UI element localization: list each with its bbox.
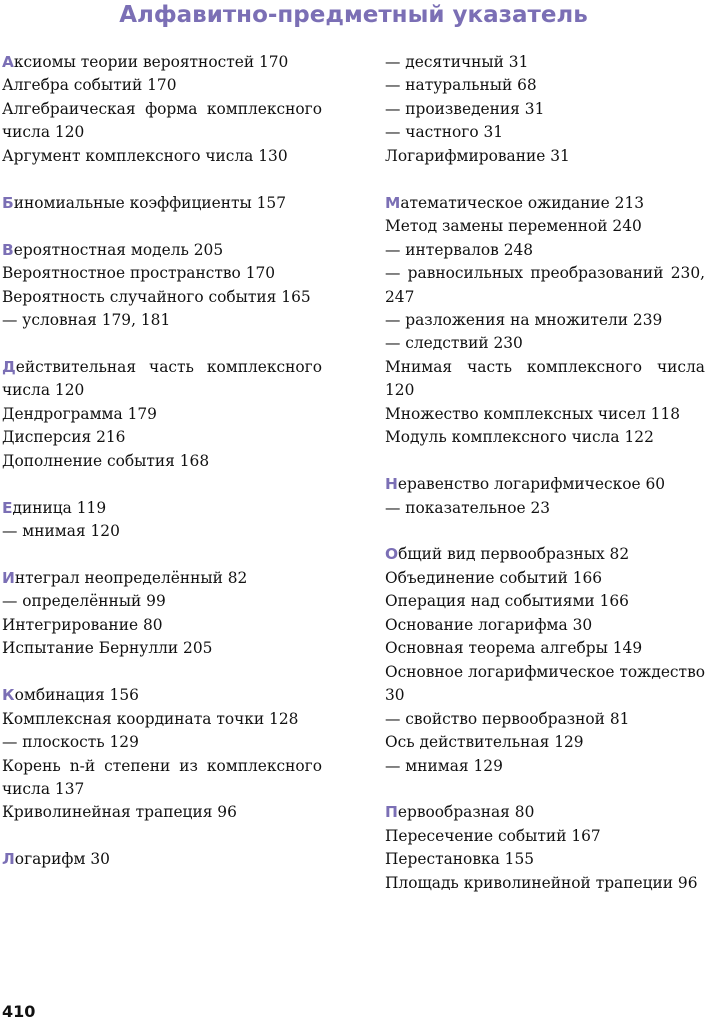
index-group [385, 473, 705, 520]
index-letter: Е [2, 498, 13, 517]
index-entry: Вероятностное пространство 170 [2, 264, 276, 283]
index-group [2, 356, 322, 473]
index-entry: — равносильных преобразований 230, 247 [385, 264, 705, 306]
index-column-right [385, 51, 705, 919]
index-group [2, 239, 322, 333]
index-entry: Комплексная координата точки 128 [2, 709, 299, 728]
index-group [385, 192, 705, 450]
index-entry: Дисперсия 216 [2, 428, 126, 447]
index-entry: Корень n-й степени из комплексного числа 137 [2, 756, 322, 798]
index-entry [2, 684, 322, 707]
index-entry: Логарифмирование 31 [385, 146, 570, 165]
index-entry: Метод замены переменной 240 [385, 217, 642, 236]
index-entry: Мнимая часть комплексного числа 120 [385, 357, 705, 400]
index-entry [2, 239, 322, 262]
page-number: 410 [2, 1002, 36, 1021]
index-entry: Дендрограмма 179 [2, 404, 157, 423]
index-letter: П [385, 803, 398, 822]
index-letter: И [2, 568, 15, 587]
index-entry: Модуль комплексного числа 122 [385, 428, 654, 447]
index-entry-text: ероятностная модель 205 [13, 240, 224, 259]
index-entry-text: огарифм 30 [14, 850, 110, 869]
index-entry: Криволинейная трапеция 96 [2, 803, 237, 822]
index-entry-text: диница 119 [12, 498, 107, 517]
index-entry: — натуральный 68 [385, 76, 537, 95]
index-entry: Площадь криволинейной трапеции 96 [385, 873, 698, 892]
index-entry [2, 567, 322, 590]
index-letter: Б [2, 193, 14, 212]
index-entry: — следствий 230 [385, 334, 523, 353]
index-entry-text: нтеграл неопределённый 82 [14, 568, 248, 587]
index-entry-text: ействительная часть комплексного числа 120 [2, 357, 322, 400]
index-entry: — интервалов 248 [385, 240, 534, 259]
index-entry: Вероятность случайного события 165 [2, 287, 311, 306]
index-entry: — произведения 31 [385, 99, 545, 118]
index-entry [385, 473, 705, 496]
index-entry: Основная теорема алгебры 149 [385, 639, 643, 658]
index-entry-text: еравенство логарифмическое 60 [397, 475, 666, 494]
index-entry: — мнимая 120 [2, 522, 120, 540]
index-letter: Н [385, 475, 398, 494]
index-entry: Аргумент комплексного числа 130 [2, 146, 288, 165]
index-letter: К [2, 686, 15, 705]
index-entry [385, 543, 705, 566]
index-entry: Перестановка 155 [385, 850, 535, 869]
index-letter: Д [2, 357, 16, 376]
index-entry: — частного 31 [385, 123, 504, 142]
index-entry-text: иномиальные коэффициенты 157 [13, 193, 286, 212]
index-entry: Основное логарифмическое тождество 30 [385, 662, 705, 705]
index-entry: — показательное 23 [385, 498, 551, 517]
index-entry: Интегрирование 80 [2, 615, 163, 634]
index-entry: Ось действительная 129 [385, 733, 584, 752]
index-entry [2, 51, 322, 74]
index-letter: М [385, 193, 401, 212]
index-group [2, 567, 322, 661]
index-column-left [2, 51, 322, 895]
index-group [385, 801, 705, 895]
page-title: Алфавитно-предметный указатель [119, 2, 588, 28]
index-entry: Дополнение события 168 [2, 451, 210, 470]
index-entry: — мнимая 129 [385, 756, 503, 775]
index-entry [385, 801, 705, 824]
index-entry: Пересечение событий 167 [385, 826, 601, 845]
index-entry-text: атематическое ожидание 213 [400, 193, 645, 212]
index-group [2, 497, 322, 544]
index-letter: А [2, 53, 14, 71]
index-group [2, 684, 322, 825]
index-group [385, 51, 705, 168]
index-entry [2, 356, 322, 403]
index-entry-text: бщий вид первообразных 82 [398, 545, 630, 564]
index-entry: — условная 179, 181 [2, 310, 171, 329]
index-entry: — разложения на множители 239 [385, 310, 663, 329]
index-entry: — десятичный 31 [385, 53, 529, 71]
index-entry: Испытание Бернулли 205 [2, 639, 213, 658]
index-group [2, 848, 322, 871]
index-entry: Алгебраическая форма комплексного числа 120 [2, 99, 322, 142]
index-entry: Множество комплексных чисел 118 [385, 404, 681, 423]
index-entry [2, 497, 322, 520]
index-letter: Л [2, 850, 15, 869]
index-entry: — определённый 99 [2, 592, 166, 611]
index-entry [385, 192, 705, 215]
index-entry-text: ервообразная 80 [397, 803, 535, 822]
index-entry-text: ксиомы теории вероятностей 170 [13, 53, 289, 71]
index-group [385, 543, 705, 778]
index-entry: Алгебра событий 170 [2, 76, 177, 95]
index-entry: — плоскость 129 [2, 733, 139, 752]
index-entry-text: омбинация 156 [14, 686, 139, 705]
index-entry [2, 848, 322, 871]
index-entry: — свойство первообразной 81 [385, 709, 630, 728]
index-group [2, 51, 322, 168]
index-entry: Объединение событий 166 [385, 568, 603, 587]
index-letter: О [385, 545, 399, 564]
index-entry: Основание логарифма 30 [385, 615, 593, 634]
index-entry [2, 192, 322, 215]
index-group [2, 192, 322, 215]
index-entry: Операция над событиями 166 [385, 592, 629, 611]
index-letter: В [2, 240, 14, 259]
